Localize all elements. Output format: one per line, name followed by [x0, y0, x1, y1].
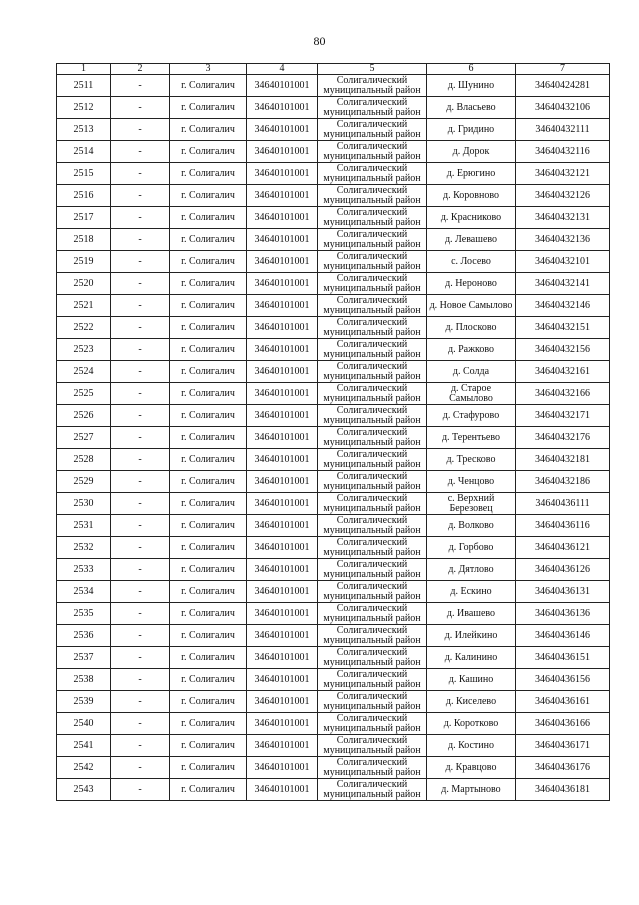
oktmo-city-cell: 34640101001 [247, 163, 318, 185]
table-row [57, 251, 610, 273]
city-cell: г. Солигалич [170, 669, 247, 691]
table-row [57, 361, 610, 383]
oktmo-city-cell: 34640101001 [247, 75, 318, 97]
oktmo-city-cell: 34640101001 [247, 97, 318, 119]
code-dash-cell: - [111, 559, 170, 581]
settlement-cell: д. Новое Самылово [427, 295, 516, 317]
header-cell: 3 [170, 64, 247, 75]
table-row [57, 405, 610, 427]
oktmo-settlement-cell: 34640424281 [516, 75, 610, 97]
district-cell: Солигалический муниципальный район [318, 735, 427, 757]
settlement-cell: д. Старое Самылово [427, 383, 516, 405]
settlement-cell: д. Костино [427, 735, 516, 757]
table-row [57, 625, 610, 647]
table-row [57, 669, 610, 691]
table-row [57, 339, 610, 361]
oktmo-settlement-cell: 34640432176 [516, 427, 610, 449]
code-dash-cell: - [111, 493, 170, 515]
settlement-cell: с. Верхний Березовец [427, 493, 516, 515]
code-dash-cell: - [111, 251, 170, 273]
row-number-cell: 2537 [57, 647, 111, 669]
city-cell: г. Солигалич [170, 75, 247, 97]
district-cell: Солигалический муниципальный район [318, 361, 427, 383]
oktmo-city-cell: 34640101001 [247, 493, 318, 515]
code-dash-cell: - [111, 427, 170, 449]
oktmo-settlement-cell: 34640432171 [516, 405, 610, 427]
settlement-cell: д. Стафурово [427, 405, 516, 427]
city-cell: г. Солигалич [170, 427, 247, 449]
row-number-cell: 2538 [57, 669, 111, 691]
table-row [57, 647, 610, 669]
oktmo-settlement-cell: 34640436116 [516, 515, 610, 537]
code-dash-cell: - [111, 779, 170, 801]
table-row [57, 559, 610, 581]
oktmo-settlement-cell: 34640432151 [516, 317, 610, 339]
code-dash-cell: - [111, 449, 170, 471]
district-cell: Солигалический муниципальный район [318, 339, 427, 361]
oktmo-city-cell: 34640101001 [247, 405, 318, 427]
oktmo-city-cell: 34640101001 [247, 207, 318, 229]
code-dash-cell: - [111, 537, 170, 559]
header-cell: 1 [57, 64, 111, 75]
code-dash-cell: - [111, 339, 170, 361]
code-dash-cell: - [111, 625, 170, 647]
oktmo-city-cell: 34640101001 [247, 141, 318, 163]
code-dash-cell: - [111, 713, 170, 735]
oktmo-settlement-cell: 34640436181 [516, 779, 610, 801]
oktmo-city-cell: 34640101001 [247, 273, 318, 295]
oktmo-settlement-cell: 34640436111 [516, 493, 610, 515]
table-row [57, 779, 610, 801]
oktmo-settlement-cell: 34640432161 [516, 361, 610, 383]
district-cell: Солигалический муниципальный район [318, 97, 427, 119]
row-number-cell: 2530 [57, 493, 111, 515]
oktmo-settlement-cell: 34640432106 [516, 97, 610, 119]
city-cell: г. Солигалич [170, 251, 247, 273]
oktmo-settlement-cell: 34640432136 [516, 229, 610, 251]
row-number-cell: 2523 [57, 339, 111, 361]
settlement-cell: д. Плосково [427, 317, 516, 339]
table-row [57, 515, 610, 537]
oktmo-city-cell: 34640101001 [247, 471, 318, 493]
row-number-cell: 2542 [57, 757, 111, 779]
code-dash-cell: - [111, 207, 170, 229]
table-row [57, 691, 610, 713]
table-row [57, 713, 610, 735]
row-number-cell: 2533 [57, 559, 111, 581]
row-number-cell: 2512 [57, 97, 111, 119]
settlement-cell: д. Ерюгино [427, 163, 516, 185]
row-number-cell: 2517 [57, 207, 111, 229]
city-cell: г. Солигалич [170, 493, 247, 515]
table-row [57, 119, 610, 141]
settlement-cell: д. Гридино [427, 119, 516, 141]
code-dash-cell: - [111, 735, 170, 757]
oktmo-city-cell: 34640101001 [247, 713, 318, 735]
district-cell: Солигалический муниципальный район [318, 493, 427, 515]
code-dash-cell: - [111, 383, 170, 405]
district-cell: Солигалический муниципальный район [318, 75, 427, 97]
city-cell: г. Солигалич [170, 537, 247, 559]
city-cell: г. Солигалич [170, 295, 247, 317]
table-row [57, 141, 610, 163]
settlement-cell: д. Илейкино [427, 625, 516, 647]
table-row [57, 97, 610, 119]
settlement-cell: д. Нероново [427, 273, 516, 295]
settlement-cell: д. Ражково [427, 339, 516, 361]
row-number-cell: 2529 [57, 471, 111, 493]
settlement-cell: д. Тресково [427, 449, 516, 471]
row-number-cell: 2514 [57, 141, 111, 163]
oktmo-city-cell: 34640101001 [247, 559, 318, 581]
row-number-cell: 2516 [57, 185, 111, 207]
header-cell: 5 [318, 64, 427, 75]
settlement-cell: д. Мартыново [427, 779, 516, 801]
row-number-cell: 2524 [57, 361, 111, 383]
table-row [57, 735, 610, 757]
oktmo-city-cell: 34640101001 [247, 691, 318, 713]
row-number-cell: 2534 [57, 581, 111, 603]
table-row [57, 537, 610, 559]
oktmo-city-cell: 34640101001 [247, 383, 318, 405]
table-row [57, 449, 610, 471]
oktmo-settlement-cell: 34640432116 [516, 141, 610, 163]
settlement-cell: д. Кравцово [427, 757, 516, 779]
row-number-cell: 2528 [57, 449, 111, 471]
city-cell: г. Солигалич [170, 339, 247, 361]
oktmo-settlement-cell: 34640436146 [516, 625, 610, 647]
row-number-cell: 2526 [57, 405, 111, 427]
city-cell: г. Солигалич [170, 229, 247, 251]
city-cell: г. Солигалич [170, 735, 247, 757]
row-number-cell: 2511 [57, 75, 111, 97]
header-cell: 2 [111, 64, 170, 75]
code-dash-cell: - [111, 185, 170, 207]
oktmo-settlement-cell: 34640436151 [516, 647, 610, 669]
settlement-cell: д. Солда [427, 361, 516, 383]
city-cell: г. Солигалич [170, 691, 247, 713]
code-dash-cell: - [111, 647, 170, 669]
oktmo-settlement-cell: 34640432111 [516, 119, 610, 141]
code-dash-cell: - [111, 471, 170, 493]
district-cell: Солигалический муниципальный район [318, 273, 427, 295]
settlement-cell: д. Власьево [427, 97, 516, 119]
oktmo-city-cell: 34640101001 [247, 603, 318, 625]
oktmo-settlement-cell: 34640436176 [516, 757, 610, 779]
oktmo-settlement-cell: 34640432186 [516, 471, 610, 493]
district-cell: Солигалический муниципальный район [318, 537, 427, 559]
row-number-cell: 2535 [57, 603, 111, 625]
row-number-cell: 2513 [57, 119, 111, 141]
district-cell: Солигалический муниципальный район [318, 647, 427, 669]
page-number: 80 [313, 34, 326, 48]
city-cell: г. Солигалич [170, 581, 247, 603]
row-number-cell: 2527 [57, 427, 111, 449]
code-dash-cell: - [111, 317, 170, 339]
oktmo-settlement-cell: 34640436166 [516, 713, 610, 735]
settlement-cell: д. Терентьево [427, 427, 516, 449]
code-dash-cell: - [111, 119, 170, 141]
code-dash-cell: - [111, 581, 170, 603]
row-number-cell: 2543 [57, 779, 111, 801]
oktmo-settlement-cell: 34640432181 [516, 449, 610, 471]
city-cell: г. Солигалич [170, 779, 247, 801]
oktmo-city-cell: 34640101001 [247, 317, 318, 339]
district-cell: Солигалический муниципальный район [318, 141, 427, 163]
district-cell: Солигалический муниципальный район [318, 163, 427, 185]
header-cell: 6 [427, 64, 516, 75]
oktmo-city-cell: 34640101001 [247, 515, 318, 537]
code-dash-cell: - [111, 229, 170, 251]
district-cell: Солигалический муниципальный район [318, 471, 427, 493]
row-number-cell: 2519 [57, 251, 111, 273]
city-cell: г. Солигалич [170, 713, 247, 735]
row-number-cell: 2521 [57, 295, 111, 317]
table-row [57, 273, 610, 295]
settlement-cell: д. Красниково [427, 207, 516, 229]
oktmo-settlement-cell: 34640436126 [516, 559, 610, 581]
city-cell: г. Солигалич [170, 383, 247, 405]
code-dash-cell: - [111, 405, 170, 427]
oktmo-settlement-cell: 34640432146 [516, 295, 610, 317]
district-cell: Солигалический муниципальный район [318, 757, 427, 779]
settlement-cell: д. Дятлово [427, 559, 516, 581]
oktmo-settlement-cell: 34640432156 [516, 339, 610, 361]
city-cell: г. Солигалич [170, 317, 247, 339]
settlement-cell: д. Горбово [427, 537, 516, 559]
oktmo-city-cell: 34640101001 [247, 625, 318, 647]
oktmo-city-cell: 34640101001 [247, 427, 318, 449]
code-dash-cell: - [111, 295, 170, 317]
oktmo-settlement-cell: 34640432131 [516, 207, 610, 229]
code-dash-cell: - [111, 97, 170, 119]
settlement-cell: д. Волково [427, 515, 516, 537]
district-cell: Солигалический муниципальный район [318, 625, 427, 647]
code-dash-cell: - [111, 669, 170, 691]
header-cell: 4 [247, 64, 318, 75]
settlement-cell: д. Калинино [427, 647, 516, 669]
oktmo-settlement-cell: 34640432126 [516, 185, 610, 207]
table-row [57, 383, 610, 405]
oktmo-city-cell: 34640101001 [247, 669, 318, 691]
district-cell: Солигалический муниципальный район [318, 449, 427, 471]
table-header-row [57, 64, 610, 75]
oktmo-settlement-cell: 34640436161 [516, 691, 610, 713]
oktmo-settlement-cell: 34640436136 [516, 603, 610, 625]
table-body [57, 64, 610, 801]
oktmo-settlement-cell: 34640432166 [516, 383, 610, 405]
city-cell: г. Солигалич [170, 449, 247, 471]
city-cell: г. Солигалич [170, 559, 247, 581]
city-cell: г. Солигалич [170, 515, 247, 537]
oktmo-city-cell: 34640101001 [247, 647, 318, 669]
settlement-cell: д. Коровново [427, 185, 516, 207]
oktmo-city-cell: 34640101001 [247, 339, 318, 361]
table-row [57, 163, 610, 185]
code-dash-cell: - [111, 757, 170, 779]
district-cell: Солигалический муниципальный район [318, 427, 427, 449]
table-row [57, 603, 610, 625]
oktmo-settlement-cell: 34640436171 [516, 735, 610, 757]
settlement-table [56, 63, 610, 801]
city-cell: г. Солигалич [170, 185, 247, 207]
oktmo-city-cell: 34640101001 [247, 295, 318, 317]
oktmo-settlement-cell: 34640436131 [516, 581, 610, 603]
table-row [57, 317, 610, 339]
row-number-cell: 2532 [57, 537, 111, 559]
district-cell: Солигалический муниципальный район [318, 229, 427, 251]
oktmo-city-cell: 34640101001 [247, 361, 318, 383]
district-cell: Солигалический муниципальный район [318, 251, 427, 273]
settlement-cell: д. Дорок [427, 141, 516, 163]
oktmo-settlement-cell: 34640432141 [516, 273, 610, 295]
table-row [57, 185, 610, 207]
row-number-cell: 2536 [57, 625, 111, 647]
code-dash-cell: - [111, 75, 170, 97]
city-cell: г. Солигалич [170, 163, 247, 185]
oktmo-city-cell: 34640101001 [247, 229, 318, 251]
district-cell: Солигалический муниципальный район [318, 295, 427, 317]
settlement-cell: д. Ивашево [427, 603, 516, 625]
row-number-cell: 2520 [57, 273, 111, 295]
row-number-cell: 2531 [57, 515, 111, 537]
oktmo-city-cell: 34640101001 [247, 735, 318, 757]
table-row [57, 493, 610, 515]
city-cell: г. Солигалич [170, 471, 247, 493]
district-cell: Солигалический муниципальный район [318, 317, 427, 339]
table-row [57, 295, 610, 317]
city-cell: г. Солигалич [170, 97, 247, 119]
oktmo-city-cell: 34640101001 [247, 251, 318, 273]
table-row [57, 427, 610, 449]
code-dash-cell: - [111, 691, 170, 713]
oktmo-city-cell: 34640101001 [247, 185, 318, 207]
code-dash-cell: - [111, 273, 170, 295]
code-dash-cell: - [111, 603, 170, 625]
city-cell: г. Солигалич [170, 405, 247, 427]
district-cell: Солигалический муниципальный район [318, 405, 427, 427]
code-dash-cell: - [111, 163, 170, 185]
city-cell: г. Солигалич [170, 119, 247, 141]
district-cell: Солигалический муниципальный район [318, 559, 427, 581]
city-cell: г. Солигалич [170, 647, 247, 669]
oktmo-city-cell: 34640101001 [247, 119, 318, 141]
oktmo-city-cell: 34640101001 [247, 757, 318, 779]
code-dash-cell: - [111, 515, 170, 537]
oktmo-city-cell: 34640101001 [247, 779, 318, 801]
district-cell: Солигалический муниципальный район [318, 185, 427, 207]
district-cell: Солигалический муниципальный район [318, 383, 427, 405]
district-cell: Солигалический муниципальный район [318, 581, 427, 603]
oktmo-settlement-cell: 34640436156 [516, 669, 610, 691]
oktmo-city-cell: 34640101001 [247, 449, 318, 471]
district-cell: Солигалический муниципальный район [318, 207, 427, 229]
oktmo-settlement-cell: 34640432101 [516, 251, 610, 273]
settlement-cell: д. Левашево [427, 229, 516, 251]
row-number-cell: 2541 [57, 735, 111, 757]
settlement-cell: д. Ескино [427, 581, 516, 603]
oktmo-settlement-cell: 34640436121 [516, 537, 610, 559]
settlement-cell: с. Лосево [427, 251, 516, 273]
row-number-cell: 2539 [57, 691, 111, 713]
oktmo-settlement-cell: 34640432121 [516, 163, 610, 185]
table-row [57, 229, 610, 251]
district-cell: Солигалический муниципальный район [318, 603, 427, 625]
district-cell: Солигалический муниципальный район [318, 515, 427, 537]
table-row [57, 75, 610, 97]
header-cell: 7 [516, 64, 610, 75]
table-row [57, 581, 610, 603]
row-number-cell: 2515 [57, 163, 111, 185]
code-dash-cell: - [111, 361, 170, 383]
district-cell: Солигалический муниципальный район [318, 119, 427, 141]
city-cell: г. Солигалич [170, 625, 247, 647]
row-number-cell: 2522 [57, 317, 111, 339]
city-cell: г. Солигалич [170, 757, 247, 779]
table-row [57, 207, 610, 229]
oktmo-city-cell: 34640101001 [247, 537, 318, 559]
table-row [57, 471, 610, 493]
row-number-cell: 2540 [57, 713, 111, 735]
table-row [57, 757, 610, 779]
settlement-cell: д. Ченцово [427, 471, 516, 493]
district-cell: Солигалический муниципальный район [318, 779, 427, 801]
settlement-cell: д. Шунино [427, 75, 516, 97]
city-cell: г. Солигалич [170, 361, 247, 383]
city-cell: г. Солигалич [170, 207, 247, 229]
district-cell: Солигалический муниципальный район [318, 669, 427, 691]
district-cell: Солигалический муниципальный район [318, 691, 427, 713]
oktmo-city-cell: 34640101001 [247, 581, 318, 603]
settlement-cell: д. Коротково [427, 713, 516, 735]
settlement-cell: д. Кашино [427, 669, 516, 691]
code-dash-cell: - [111, 141, 170, 163]
row-number-cell: 2518 [57, 229, 111, 251]
city-cell: г. Солигалич [170, 603, 247, 625]
district-cell: Солигалический муниципальный район [318, 713, 427, 735]
city-cell: г. Солигалич [170, 141, 247, 163]
settlement-cell: д. Киселево [427, 691, 516, 713]
row-number-cell: 2525 [57, 383, 111, 405]
city-cell: г. Солигалич [170, 273, 247, 295]
